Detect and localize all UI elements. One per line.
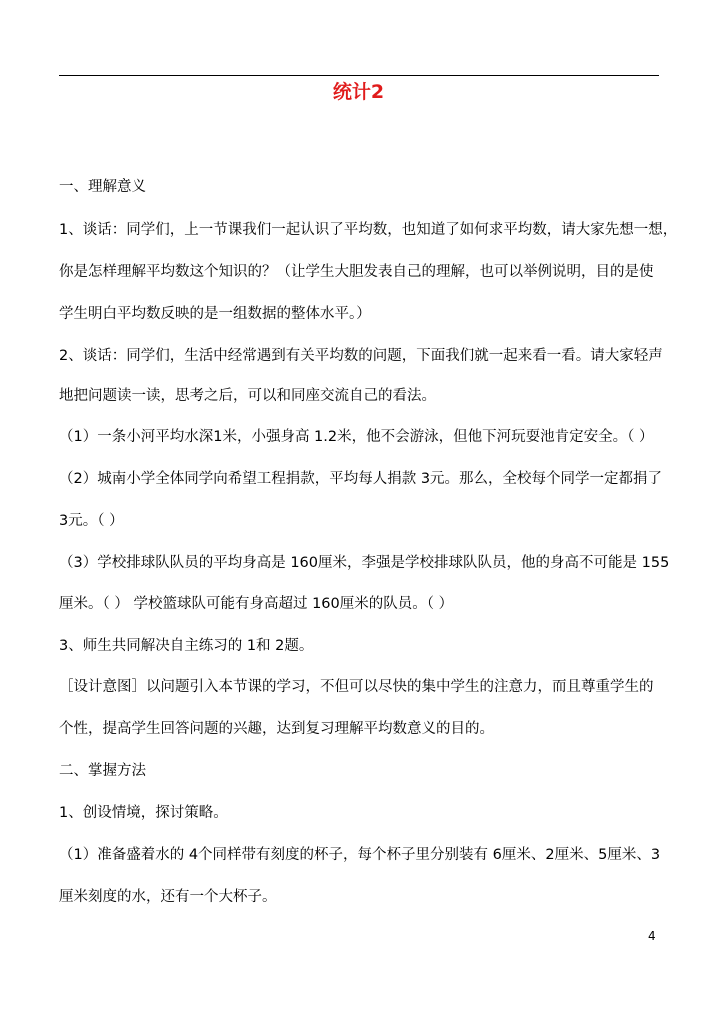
section-heading-master-method: 二、掌握方法: [59, 763, 146, 779]
paragraph-line: 学生明白平均数反映的是一组数据的整体水平。）: [59, 306, 371, 322]
question-line: 厘米。（ ） 学校篮球队可能有身高超过 160厘米的队员。（ ）: [59, 596, 454, 612]
question-line: （3）学校排球队队员的平均身高是 160厘米，李强是学校排球队队员，他的身高不可能是 155: [59, 555, 670, 571]
paragraph-line: 你是怎样理解平均数这个知识的？（让学生大胆发表自己的理解，也可以举例说明，目的是使: [59, 264, 654, 280]
design-intent-line: 个性，提高学生回答问题的兴趣，达到复习理解平均数意义的目的。: [59, 721, 494, 737]
question-line: 3元。（ ）: [59, 513, 124, 529]
header-rule: [59, 75, 659, 76]
paragraph-line: 地把问题读一读，思考之后，可以和同座交流自己的看法。: [59, 388, 436, 404]
section-heading-understand-meaning: 一、理解意义: [59, 179, 146, 195]
paragraph-line: 3、师生共同解决自主练习的 1和 2题。: [59, 638, 314, 654]
paragraph-line: 1、谈话：同学们，上一节课我们一起认识了平均数，也知道了如何求平均数，请大家先想一想，: [59, 222, 678, 238]
question-line: （1）一条小河平均水深1米，小强身高 1.2米，他不会游泳，但他下河玩耍池肯定安全。（ ）: [59, 429, 654, 445]
paragraph-line: （1）准备盛着水的 4个同样带有刻度的杯子，每个杯子里分别装有 6厘米、2厘米、5厘米、3: [59, 847, 661, 863]
design-intent-line: ［设计意图］以问题引入本节课的学习，不但可以尽快的集中学生的注意力，而且尊重学生的: [59, 679, 654, 695]
paragraph-line: 2、谈话：同学们，生活中经常遇到有关平均数的问题，下面我们就一起来看一看。请大家轻声: [59, 348, 663, 364]
page-number: 4: [648, 929, 656, 943]
document-title: 统计2: [332, 81, 385, 103]
paragraph-line: 1、创设情境，探讨策略。: [59, 805, 228, 821]
paragraph-line: 厘米刻度的水，还有一个大杯子。: [59, 889, 277, 905]
question-line: （2）城南小学全体同学向希望工程捐款，平均每人捐款 3元。那么，全校每个同学一定都捐了: [59, 471, 663, 487]
